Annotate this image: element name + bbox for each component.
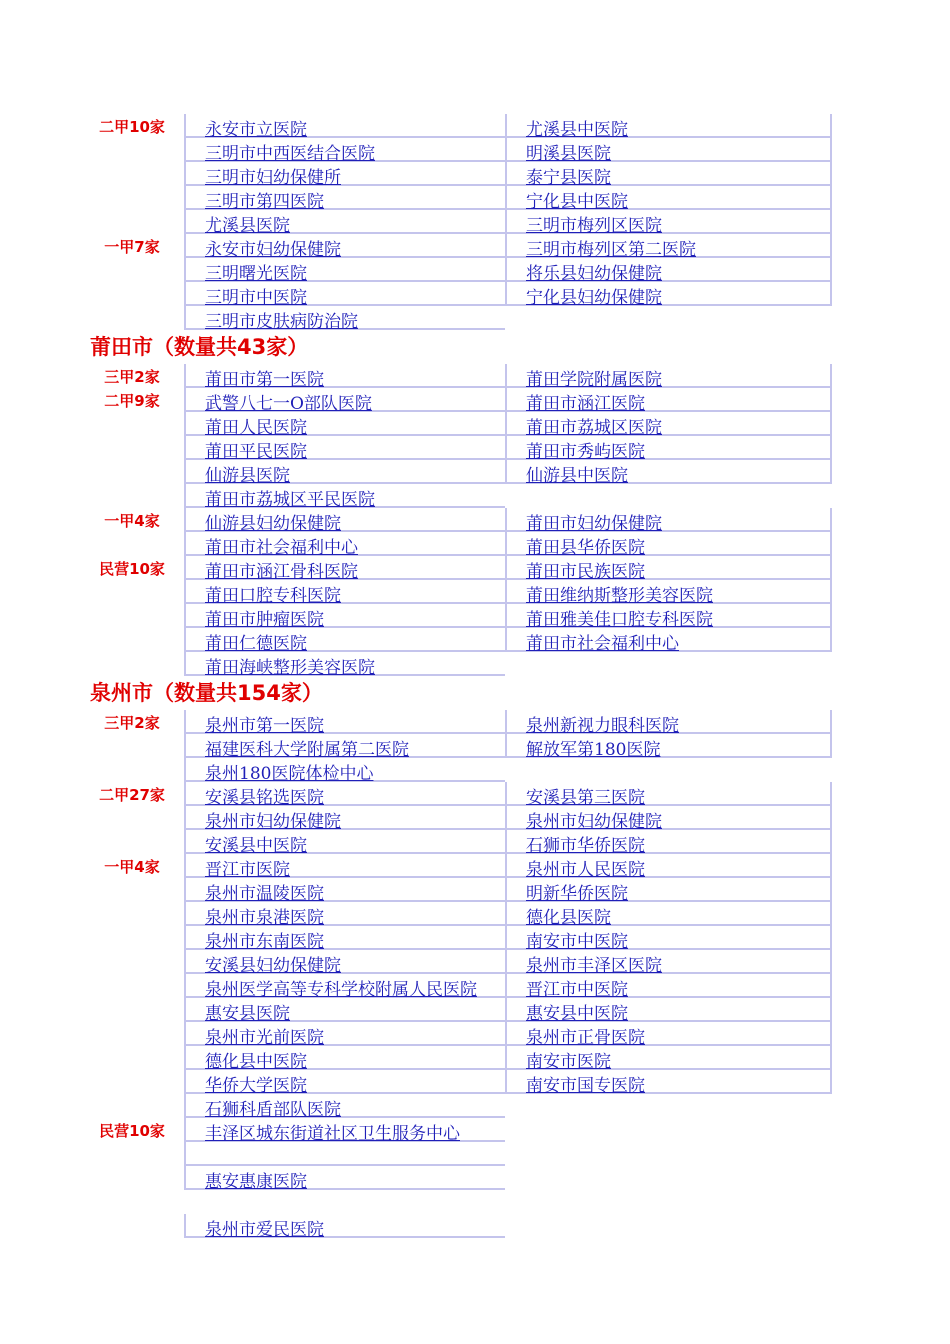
left-column-cell — [184, 1166, 505, 1190]
left-column-cell — [184, 950, 505, 974]
right-column-cell — [505, 412, 832, 436]
hospital-link[interactable]: 武警八七一O部队医院 — [205, 394, 372, 414]
right-column-cell — [505, 1070, 832, 1094]
table-row — [0, 580, 950, 604]
left-column-cell — [184, 412, 505, 436]
hospital-link[interactable]: 仙游县医院 — [205, 466, 290, 486]
hospital-link[interactable]: 莆田雅美佳口腔专科医院 — [526, 610, 713, 630]
left-column-cell — [184, 162, 505, 186]
category-label: 一甲7家 — [104, 238, 160, 256]
hospital-link[interactable]: 泉州市爱民医院 — [205, 1220, 324, 1240]
table-row — [0, 782, 950, 806]
hospital-link[interactable]: 南安市医院 — [526, 1052, 611, 1072]
hospital-link[interactable]: 三明市第四医院 — [205, 192, 324, 212]
right-column-cell — [505, 998, 832, 1022]
hospital-link[interactable]: 晋江市中医院 — [526, 980, 628, 1000]
hospital-link[interactable]: 丰泽区城东街道社区卫生服务中心 — [205, 1124, 460, 1144]
hospital-link[interactable]: 解放军第180医院 — [526, 740, 661, 760]
right-column-cell — [505, 604, 832, 628]
right-column-cell — [505, 138, 832, 162]
left-column-cell — [184, 1118, 505, 1142]
right-column-cell — [505, 364, 832, 388]
table-row — [0, 878, 950, 902]
table-row — [0, 388, 950, 412]
right-column-cell — [505, 580, 832, 604]
left-column-cell — [184, 186, 505, 210]
hospital-link[interactable]: 永安市妇幼保健院 — [205, 240, 341, 260]
hospital-link[interactable]: 石狮科盾部队医院 — [205, 1100, 341, 1120]
hospital-link[interactable]: 莆田市秀屿医院 — [526, 442, 645, 462]
right-column-cell — [505, 806, 832, 830]
right-column-cell — [505, 234, 832, 258]
left-column-cell — [184, 830, 505, 854]
left-column-cell — [184, 806, 505, 830]
category-label: 三甲2家 — [104, 714, 160, 732]
hospital-link[interactable]: 莆田仁德医院 — [205, 634, 307, 654]
table-row — [0, 508, 950, 532]
hospital-link[interactable]: 三明市梅列区第二医院 — [526, 240, 696, 260]
table-row — [0, 114, 950, 138]
left-column-cell — [184, 484, 505, 508]
left-column-cell — [184, 1142, 505, 1166]
left-column-cell — [184, 282, 505, 306]
table-row — [0, 998, 950, 1022]
table-row — [0, 604, 950, 628]
right-column-cell — [505, 436, 832, 460]
right-column-cell — [505, 532, 832, 556]
city-heading: 莆田市（数量共43家） — [90, 335, 309, 359]
hospital-link[interactable]: 南安市中医院 — [526, 932, 628, 952]
right-column-cell — [505, 388, 832, 412]
hospital-link[interactable]: 明新华侨医院 — [526, 884, 628, 904]
hospital-link[interactable]: 莆田市荔城区平民医院 — [205, 490, 375, 510]
hospital-link[interactable]: 泉州市妇幼保健院 — [526, 812, 662, 832]
left-column-cell — [184, 1094, 505, 1118]
table-row — [0, 628, 950, 652]
hospital-link[interactable]: 莆田维纳斯整形美容医院 — [526, 586, 713, 606]
left-column-cell — [184, 556, 505, 580]
table-row — [0, 532, 950, 556]
table-row — [0, 484, 950, 508]
hospital-link[interactable]: 福建医科大学附属第二医院 — [205, 740, 409, 760]
hospital-link[interactable]: 惠安惠康医院 — [205, 1172, 307, 1192]
hospital-link[interactable]: 惠安县中医院 — [526, 1004, 628, 1024]
right-column-cell — [505, 878, 832, 902]
left-column-cell — [184, 926, 505, 950]
table-row — [0, 926, 950, 950]
hospital-link[interactable]: 泉州市东南医院 — [205, 932, 324, 952]
left-column-cell — [184, 234, 505, 258]
category-label: 一甲4家 — [104, 512, 160, 530]
left-column-cell — [184, 734, 505, 758]
category-label: 三甲2家 — [104, 368, 160, 386]
hospital-link[interactable]: 莆田市荔城区医院 — [526, 418, 662, 438]
left-column-cell — [184, 114, 505, 138]
category-label: 二甲10家 — [99, 118, 165, 136]
hospital-link[interactable]: 泉州市正骨医院 — [526, 1028, 645, 1048]
left-column-cell — [184, 532, 505, 556]
table-row — [0, 306, 950, 330]
hospital-link[interactable]: 仙游县妇幼保健院 — [205, 514, 341, 534]
right-column-cell — [505, 974, 832, 998]
table-row — [0, 186, 950, 210]
hospital-link[interactable]: 泰宁县医院 — [526, 168, 611, 188]
left-column-cell — [184, 580, 505, 604]
right-column-cell — [505, 830, 832, 854]
table-row — [0, 902, 950, 926]
table-row — [0, 1046, 950, 1070]
right-column-cell — [505, 258, 832, 282]
category-label: 二甲27家 — [99, 786, 165, 804]
category-label: 一甲4家 — [104, 858, 160, 876]
hospital-link[interactable]: 三明市梅列区医院 — [526, 216, 662, 236]
right-column-cell — [505, 114, 832, 138]
table-row — [0, 854, 950, 878]
left-column-cell — [184, 902, 505, 926]
hospital-link[interactable]: 泉州市人民医院 — [526, 860, 645, 880]
left-column-cell — [184, 508, 505, 532]
hospital-link[interactable]: 三明市妇幼保健所 — [205, 168, 341, 188]
table-row — [0, 1070, 950, 1094]
hospital-link[interactable]: 莆田平民医院 — [205, 442, 307, 462]
left-column-cell — [184, 1022, 505, 1046]
hospital-link[interactable]: 晋江市医院 — [205, 860, 290, 880]
left-column-cell — [184, 1214, 505, 1238]
left-column-cell — [184, 436, 505, 460]
hospital-link[interactable]: 安溪县妇幼保健院 — [205, 956, 341, 976]
left-column-cell — [184, 210, 505, 234]
right-column-cell — [505, 186, 832, 210]
table-row — [0, 1214, 950, 1238]
right-column-cell — [505, 556, 832, 580]
hospital-link[interactable]: 泉州医学高等专科学校附属人民医院 — [205, 980, 477, 1000]
table-row — [0, 1190, 950, 1214]
left-column-cell — [184, 878, 505, 902]
right-column-cell — [505, 508, 832, 532]
hospital-link[interactable]: 三明市皮肤病防治院 — [205, 312, 358, 332]
hospital-link[interactable]: 尤溪县医院 — [205, 216, 290, 236]
left-column-cell — [184, 782, 505, 806]
hospital-link[interactable]: 宁化县妇幼保健院 — [526, 288, 662, 308]
hospital-link[interactable]: 泉州市光前医院 — [205, 1028, 324, 1048]
left-column-cell — [184, 1046, 505, 1070]
table-row — [0, 830, 950, 854]
hospital-link[interactable]: 莆田市社会福利中心 — [205, 538, 358, 558]
hospital-link[interactable]: 惠安县医院 — [205, 1004, 290, 1024]
table-row — [0, 974, 950, 998]
table-row — [0, 652, 950, 676]
hospital-link[interactable]: 莆田市第一医院 — [205, 370, 324, 390]
left-column-cell — [184, 306, 505, 330]
right-column-cell — [505, 854, 832, 878]
right-column-cell — [505, 628, 832, 652]
hospital-link[interactable]: 莆田市涵江骨科医院 — [205, 562, 358, 582]
hospital-link[interactable]: 莆田海峡整形美容医院 — [205, 658, 375, 678]
left-column-cell — [184, 974, 505, 998]
left-column-cell — [184, 258, 505, 282]
hospital-link[interactable]: 泉州市丰泽区医院 — [526, 956, 662, 976]
category-label: 民营10家 — [99, 1122, 165, 1140]
hospital-link[interactable]: 德化县中医院 — [205, 1052, 307, 1072]
hospital-link[interactable]: 莆田市民族医院 — [526, 562, 645, 582]
right-column-cell — [505, 710, 832, 734]
hospital-link[interactable]: 安溪县中医院 — [205, 836, 307, 856]
hospital-link[interactable]: 莆田人民医院 — [205, 418, 307, 438]
hospital-link[interactable]: 永安市立医院 — [205, 120, 307, 140]
table-row — [0, 1118, 950, 1142]
hospital-link[interactable]: 安溪县铭选医院 — [205, 788, 324, 808]
hospital-link[interactable]: 仙游县中医院 — [526, 466, 628, 486]
table-row — [0, 162, 950, 186]
hospital-link[interactable]: 三明市中医院 — [205, 288, 307, 308]
table-row — [0, 258, 950, 282]
left-column-cell — [184, 758, 505, 782]
hospital-link[interactable]: 莆田市涵江医院 — [526, 394, 645, 414]
table-row — [0, 234, 950, 258]
right-column-cell — [505, 162, 832, 186]
table-row — [0, 556, 950, 580]
left-column-cell — [184, 460, 505, 484]
category-label: 二甲9家 — [104, 392, 160, 410]
left-column-cell — [184, 1070, 505, 1094]
hospital-link[interactable]: 泉州市妇幼保健院 — [205, 812, 341, 832]
hospital-link[interactable]: 泉州180医院体检中心 — [205, 764, 374, 784]
left-column-cell — [184, 998, 505, 1022]
table-row — [0, 758, 950, 782]
table-row — [0, 950, 950, 974]
hospital-link[interactable]: 泉州市泉港医院 — [205, 908, 324, 928]
left-column-cell — [184, 710, 505, 734]
table-row — [0, 436, 950, 460]
table-row — [0, 734, 950, 758]
right-column-cell — [505, 282, 832, 306]
table-row — [0, 1094, 950, 1118]
hospital-link[interactable]: 安溪县第三医院 — [526, 788, 645, 808]
table-row — [0, 364, 950, 388]
hospital-link[interactable]: 南安市国专医院 — [526, 1076, 645, 1096]
left-column-cell — [184, 854, 505, 878]
table-row — [0, 1166, 950, 1190]
hospital-link[interactable]: 石狮市华侨医院 — [526, 836, 645, 856]
hospital-link[interactable]: 尤溪县中医院 — [526, 120, 628, 140]
right-column-cell — [505, 734, 832, 758]
hospital-link[interactable]: 将乐县妇幼保健院 — [526, 264, 662, 284]
hospital-link[interactable]: 泉州市第一医院 — [205, 716, 324, 736]
right-column-cell — [505, 210, 832, 234]
left-column-cell — [184, 388, 505, 412]
city-heading: 泉州市（数量共154家） — [90, 681, 323, 705]
left-column-cell — [184, 628, 505, 652]
right-column-cell — [505, 1046, 832, 1070]
table-row — [0, 460, 950, 484]
hospital-link[interactable]: 莆田学院附属医院 — [526, 370, 662, 390]
hospital-link[interactable]: 德化县医院 — [526, 908, 611, 928]
hospital-link[interactable]: 三明曙光医院 — [205, 264, 307, 284]
table-row — [0, 1142, 950, 1166]
hospital-link[interactable]: 华侨大学医院 — [205, 1076, 307, 1096]
hospital-link[interactable]: 莆田市社会福利中心 — [526, 634, 679, 654]
left-column-cell — [184, 364, 505, 388]
table-row — [0, 138, 950, 162]
hospital-link[interactable]: 泉州市温陵医院 — [205, 884, 324, 904]
hospital-link[interactable]: 三明市中西医结合医院 — [205, 144, 375, 164]
table-row — [0, 710, 950, 734]
right-column-cell — [505, 902, 832, 926]
left-column-cell — [184, 138, 505, 162]
table-row — [0, 210, 950, 234]
hospital-link[interactable]: 莆田市妇幼保健院 — [526, 514, 662, 534]
right-column-cell — [505, 782, 832, 806]
hospital-link[interactable]: 莆田口腔专科医院 — [205, 586, 341, 606]
table-row — [0, 282, 950, 306]
right-column-cell — [505, 1022, 832, 1046]
hospital-link[interactable]: 明溪县医院 — [526, 144, 611, 164]
left-column-cell — [184, 604, 505, 628]
table-row — [0, 412, 950, 436]
right-column-cell — [505, 926, 832, 950]
hospital-link[interactable]: 泉州新视力眼科医院 — [526, 716, 679, 736]
hospital-link[interactable]: 宁化县中医院 — [526, 192, 628, 212]
table-row — [0, 806, 950, 830]
left-column-cell — [184, 652, 505, 676]
right-column-cell — [505, 460, 832, 484]
hospital-link[interactable]: 莆田县华侨医院 — [526, 538, 645, 558]
right-column-cell — [505, 950, 832, 974]
table-row — [0, 1022, 950, 1046]
hospital-link[interactable]: 莆田市肿瘤医院 — [205, 610, 324, 630]
category-label: 民营10家 — [99, 560, 165, 578]
